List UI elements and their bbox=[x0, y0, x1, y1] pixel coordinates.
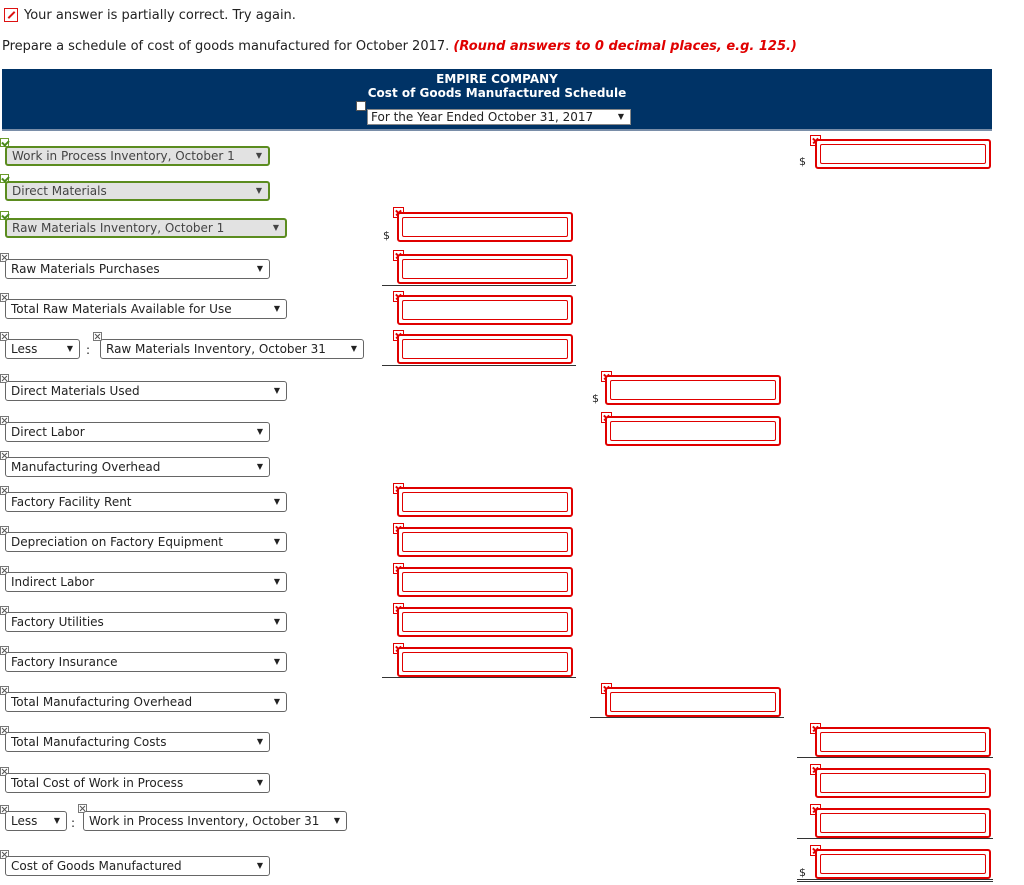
chevron-down-icon: ▼ bbox=[273, 497, 280, 506]
total-wip-select[interactable] bbox=[5, 773, 270, 793]
company-name: EMPIRE COMPANY bbox=[436, 72, 558, 86]
utilities-label: Factory Utilities bbox=[11, 615, 104, 629]
schedule-title: Cost of Goods Manufactured Schedule bbox=[367, 86, 627, 100]
rm-begin-select[interactable] bbox=[5, 218, 287, 238]
dollar-sign: $ bbox=[592, 392, 599, 405]
feedback-line bbox=[4, 6, 296, 24]
dollar-sign: $ bbox=[799, 866, 806, 879]
chevron-down-icon: ▼ bbox=[53, 816, 60, 825]
mfg-overhead-label: Manufacturing Overhead bbox=[11, 460, 161, 474]
rm-available-amount-input[interactable] bbox=[397, 295, 573, 325]
depreciation-amount-input[interactable] bbox=[397, 527, 573, 557]
total-overhead-label: Total Manufacturing Overhead bbox=[11, 695, 193, 709]
schedule-header bbox=[2, 69, 992, 129]
separator-colon: : bbox=[86, 343, 91, 357]
less-label: Less bbox=[11, 814, 38, 828]
chevron-down-icon: ▼ bbox=[255, 186, 262, 195]
direct-labor-label: Direct Labor bbox=[11, 425, 85, 439]
instruction-text: Prepare a schedule of cost of goods manufactured for October 2017. bbox=[2, 39, 454, 54]
wip-begin-label: Work in Process Inventory, October 1 bbox=[12, 149, 235, 163]
chevron-down-icon: ▼ bbox=[255, 151, 262, 160]
chevron-down-icon: ▼ bbox=[333, 816, 340, 825]
mfg-overhead-select[interactable] bbox=[5, 457, 270, 477]
total-mfg-costs-label: Total Manufacturing Costs bbox=[11, 735, 167, 749]
chevron-down-icon: ▼ bbox=[256, 737, 263, 746]
total-mfg-costs-select[interactable] bbox=[5, 732, 270, 752]
total-double-rule bbox=[797, 879, 993, 882]
chevron-down-icon: ▼ bbox=[273, 304, 280, 313]
dm-used-amount-input[interactable] bbox=[605, 375, 781, 405]
rm-end-label: Raw Materials Inventory, October 31 bbox=[106, 342, 326, 356]
separator-colon: : bbox=[71, 816, 76, 830]
total-mfg-costs-amount-input[interactable] bbox=[815, 727, 991, 757]
chevron-down-icon: ▼ bbox=[273, 617, 280, 626]
rm-purchases-label: Raw Materials Purchases bbox=[11, 262, 160, 276]
period-label: For the Year Ended October 31, 2017 bbox=[371, 110, 594, 124]
factory-rent-amount-input[interactable] bbox=[397, 487, 573, 517]
wip-begin-select[interactable] bbox=[5, 146, 270, 166]
rounding-note: (Round answers to 0 decimal places, e.g. 125.) bbox=[453, 39, 797, 54]
cogm-amount-input[interactable] bbox=[815, 849, 991, 879]
rm-begin-label: Raw Materials Inventory, October 1 bbox=[12, 221, 225, 235]
cogm-select[interactable] bbox=[5, 856, 270, 876]
rm-purchases-amount-input[interactable] bbox=[397, 254, 573, 284]
less-label: Less bbox=[11, 342, 38, 356]
utilities-amount-input[interactable] bbox=[397, 607, 573, 637]
rm-end-select[interactable] bbox=[100, 339, 364, 359]
chevron-down-icon: ▼ bbox=[256, 462, 263, 471]
period-select[interactable] bbox=[367, 109, 631, 125]
rm-available-select[interactable] bbox=[5, 299, 287, 319]
insurance-label: Factory Insurance bbox=[11, 655, 118, 669]
direct-materials-label: Direct Materials bbox=[12, 184, 107, 198]
subtotal-rule bbox=[797, 838, 993, 839]
cogm-label: Cost of Goods Manufactured bbox=[11, 859, 182, 873]
wip-end-select[interactable] bbox=[83, 811, 347, 831]
total-wip-label: Total Cost of Work in Process bbox=[11, 776, 184, 790]
chevron-down-icon: ▼ bbox=[273, 577, 280, 586]
rm-available-label: Total Raw Materials Available for Use bbox=[11, 302, 232, 316]
wip-begin-amount-input[interactable] bbox=[815, 139, 991, 169]
subtotal-rule bbox=[797, 757, 993, 758]
indirect-labor-label: Indirect Labor bbox=[11, 575, 95, 589]
dollar-sign: $ bbox=[383, 229, 390, 242]
chevron-down-icon: ▼ bbox=[273, 657, 280, 666]
chevron-down-icon: ▼ bbox=[272, 223, 279, 232]
wip-end-amount-input[interactable] bbox=[815, 808, 991, 838]
subtotal-rule bbox=[382, 285, 576, 286]
period-incorrect-icon bbox=[356, 101, 366, 111]
direct-materials-select[interactable] bbox=[5, 181, 270, 201]
total-wip-amount-input[interactable] bbox=[815, 768, 991, 798]
chevron-down-icon: ▼ bbox=[256, 264, 263, 273]
dollar-sign: $ bbox=[799, 155, 806, 168]
less-select-wip[interactable] bbox=[5, 811, 67, 831]
feedback-message: Your answer is partially correct. Try again. bbox=[24, 7, 296, 23]
chevron-down-icon: ▼ bbox=[617, 112, 624, 121]
subtotal-rule bbox=[590, 717, 784, 718]
wip-end-label: Work in Process Inventory, October 31 bbox=[89, 814, 320, 828]
indirect-labor-amount-input[interactable] bbox=[397, 567, 573, 597]
total-overhead-select[interactable] bbox=[5, 692, 287, 712]
utilities-select[interactable] bbox=[5, 612, 287, 632]
dm-used-select[interactable] bbox=[5, 381, 287, 401]
subtotal-rule bbox=[382, 365, 576, 366]
chevron-down-icon: ▼ bbox=[273, 537, 280, 546]
chevron-down-icon: ▼ bbox=[256, 778, 263, 787]
edit-icon bbox=[4, 8, 18, 22]
rm-begin-amount-input[interactable] bbox=[397, 212, 573, 242]
depreciation-label: Depreciation on Factory Equipment bbox=[11, 535, 223, 549]
insurance-select[interactable] bbox=[5, 652, 287, 672]
rm-end-amount-input[interactable] bbox=[397, 334, 573, 364]
chevron-down-icon: ▼ bbox=[66, 344, 73, 353]
chevron-down-icon: ▼ bbox=[273, 697, 280, 706]
direct-labor-select[interactable] bbox=[5, 422, 270, 442]
chevron-down-icon: ▼ bbox=[256, 427, 263, 436]
direct-labor-amount-input[interactable] bbox=[605, 416, 781, 446]
total-overhead-amount-input[interactable] bbox=[605, 687, 781, 717]
factory-rent-label: Factory Facility Rent bbox=[11, 495, 132, 509]
indirect-labor-select[interactable] bbox=[5, 572, 287, 592]
chevron-down-icon: ▼ bbox=[273, 386, 280, 395]
chevron-down-icon: ▼ bbox=[350, 344, 357, 353]
header-divider bbox=[2, 129, 992, 131]
dm-used-label: Direct Materials Used bbox=[11, 384, 140, 398]
rm-purchases-select[interactable] bbox=[5, 259, 270, 279]
chevron-down-icon: ▼ bbox=[256, 861, 263, 870]
instruction bbox=[2, 39, 797, 54]
less-select-rm[interactable] bbox=[5, 339, 80, 359]
insurance-amount-input[interactable] bbox=[397, 647, 573, 677]
depreciation-select[interactable] bbox=[5, 532, 287, 552]
subtotal-rule bbox=[382, 677, 576, 678]
factory-rent-select[interactable] bbox=[5, 492, 287, 512]
